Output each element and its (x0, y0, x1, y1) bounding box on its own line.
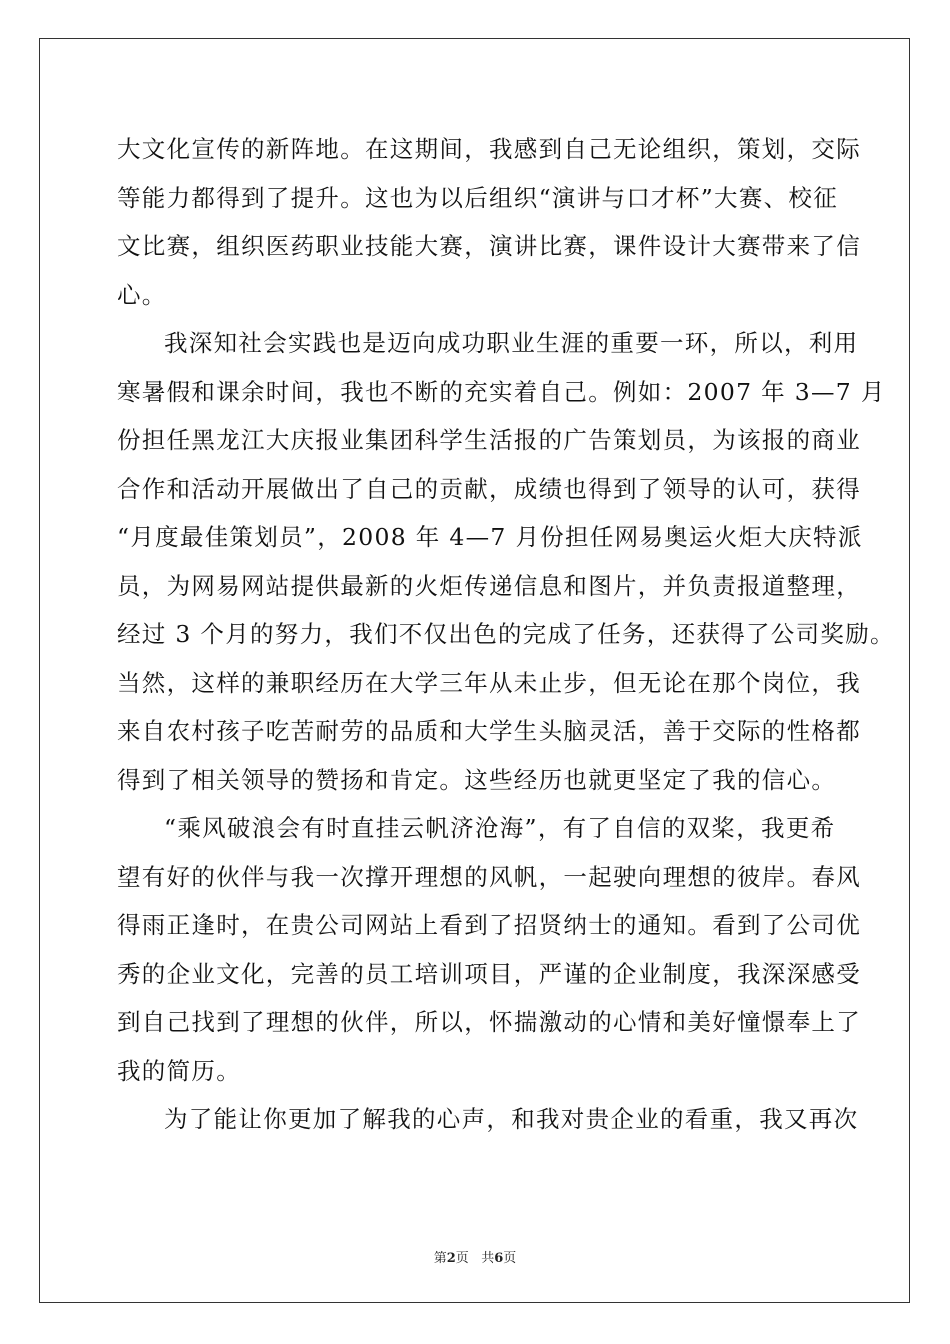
text-line: 得雨正逢时，在贵公司网站上看到了招贤纳士的通知。看到了公司优 (117, 911, 861, 939)
text-line: 大文化宣传的新阵地。在这期间，我感到自己无论组织，策划，交际 (117, 135, 861, 163)
text-line: 得到了相关领导的赞扬和肯定。这些经历也就更坚定了我的信心。 (117, 765, 837, 794)
total-prefix: 共 (481, 1251, 495, 1266)
paragraph-start-line: 我深知社会实践也是迈向成功职业生涯的重要一环，所以，利用 (164, 329, 859, 357)
text-line: 等能力都得到了提升。这也为以后组织“演讲与口才杯”大赛、校征 (117, 183, 839, 212)
text-line: 我的简历。 (117, 1056, 241, 1085)
paragraph-start-line: 为了能让你更加了解我的心声，和我对贵企业的看重，我又再次 (164, 1105, 859, 1133)
text-line: 经过 3 个月的努力，我们不仅出色的完成了任务，还获得了公司奖励。 (117, 620, 895, 648)
text-line: 来自农村孩子吃苦耐劳的品质和大学生头脑灵活，善于交际的性格都 (117, 717, 861, 745)
page-suffix: 页 (455, 1251, 469, 1266)
text-line: 到自己找到了理想的伙伴，所以，怀揣激动的心情和美好憧憬奉上了 (117, 1008, 861, 1036)
text-line: 合作和活动开展做出了自己的贡献，成绩也得到了领导的认可，获得 (117, 474, 861, 503)
text-line: 秀的企业文化，完善的员工培训项目，严谨的企业制度，我深深感受 (117, 959, 861, 988)
total-suffix: 页 (503, 1251, 517, 1266)
text-line: 文比赛，组织医药职业技能大赛，演讲比赛，课件设计大赛带来了信 (117, 232, 861, 260)
page-number: 2 (446, 1251, 456, 1266)
paragraph-start-line: “乘风破浪会有时直挂云帆济沧海”，有了自信的双桨，我更希 (164, 814, 836, 842)
page-footer (0, 1247, 950, 1266)
text-line: 心。 (117, 280, 167, 309)
text-line: “月度最佳策划员”，2008 年 4—7 月份担任网易奥运火炬大庆特派 (117, 523, 863, 551)
text-line: 寒暑假和课余时间，我也不断的充实着自己。例如：2007 年 3—7 月 (117, 377, 886, 406)
text-line: 份担任黑龙江大庆报业集团科学生活报的广告策划员，为该报的商业 (117, 426, 861, 454)
text-line: 员，为网易网站提供最新的火炬传递信息和图片，并负责报道整理， (117, 571, 861, 600)
page-prefix: 第 (433, 1251, 447, 1266)
text-line: 望有好的伙伴与我一次撑开理想的风帆，一起驶向理想的彼岸。春风 (117, 862, 861, 891)
total-pages: 6 (494, 1251, 504, 1266)
text-line: 当然，这样的兼职经历在大学三年从未止步，但无论在那个岗位，我 (117, 668, 861, 697)
document-body (117, 125, 895, 1144)
